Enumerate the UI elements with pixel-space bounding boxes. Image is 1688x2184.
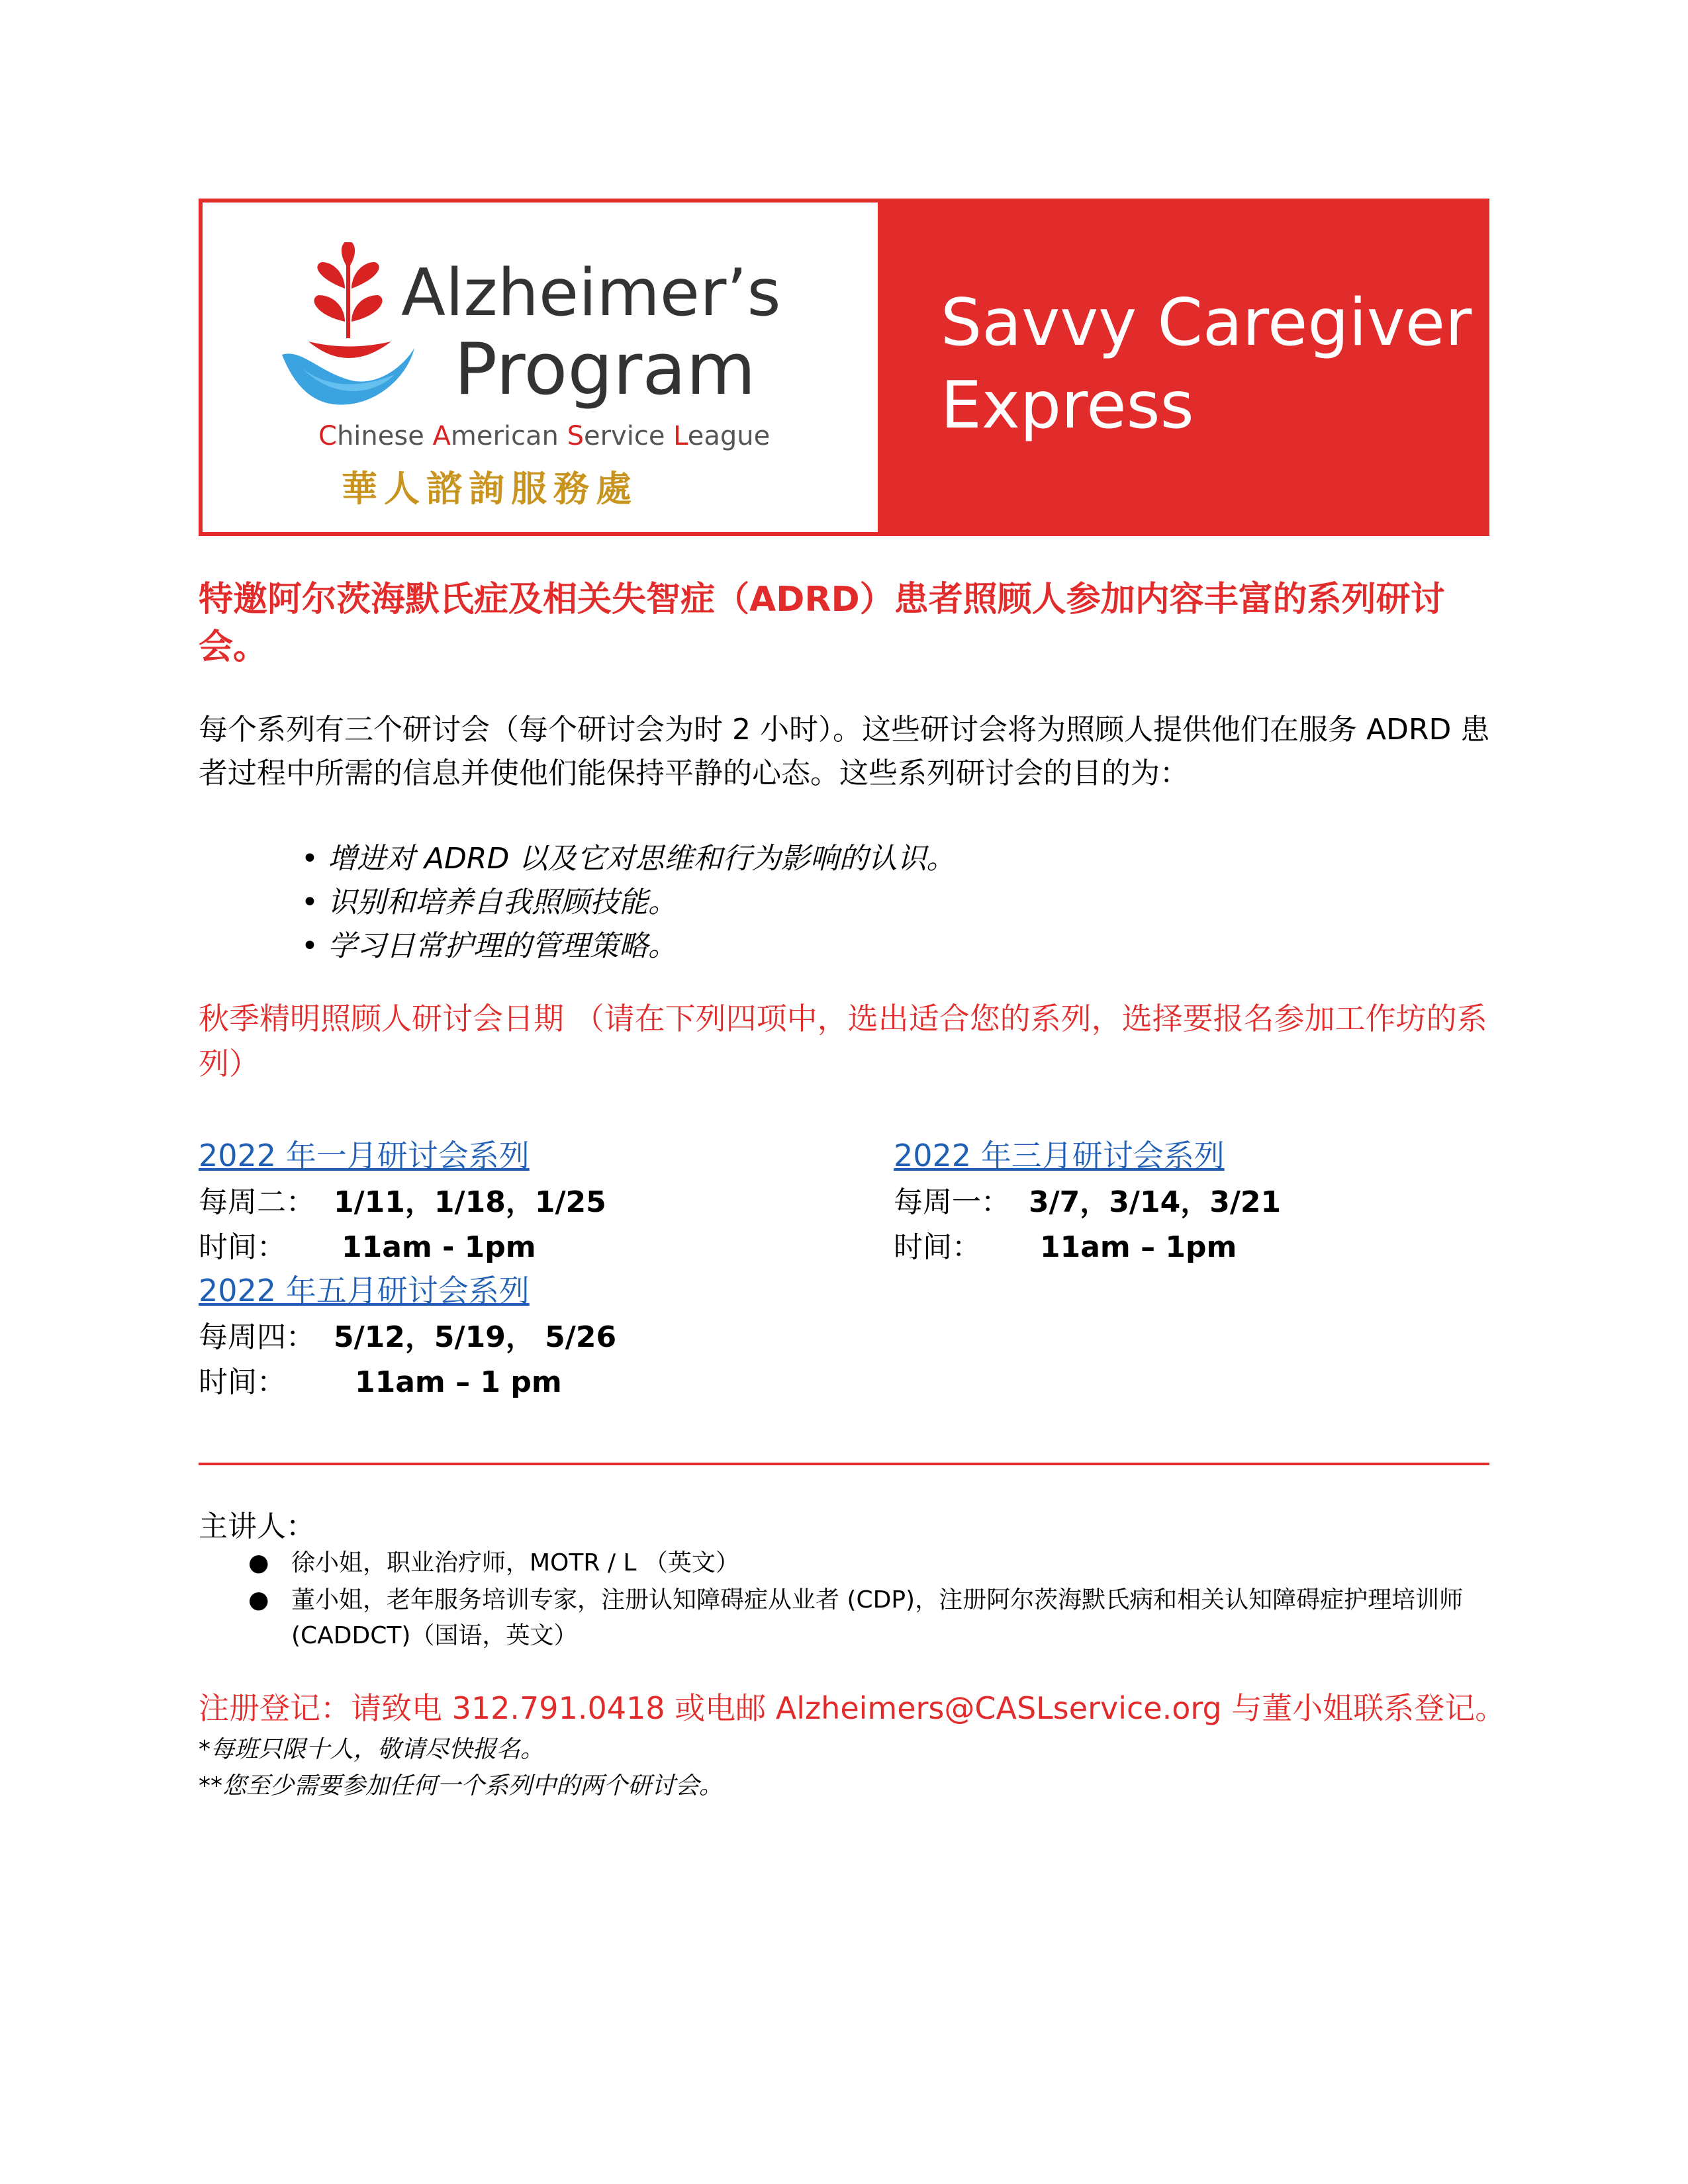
goal-item: • 学习日常护理的管理策略。 bbox=[301, 929, 677, 963]
series-time-value: 11am - 1pm bbox=[342, 1230, 536, 1264]
league-text: eague bbox=[687, 421, 771, 451]
series-days bbox=[199, 1178, 616, 1220]
note-item: **您至少需要参加任何一个系列中的两个研讨会。 bbox=[199, 1772, 724, 1799]
time-label: 时间： bbox=[199, 1230, 286, 1264]
days-label: 每周四： bbox=[199, 1320, 315, 1354]
logo-organization-name bbox=[318, 421, 770, 451]
league-text: merican bbox=[450, 421, 567, 451]
time-label: 时间： bbox=[894, 1230, 981, 1264]
goal-item: • 增进对 ADRD 以及它对思维和行为影响的认识。 bbox=[301, 842, 956, 876]
series-days bbox=[894, 1178, 1281, 1220]
speakers-heading: 主讲人： bbox=[199, 1510, 315, 1543]
series-time bbox=[199, 1223, 616, 1265]
series-days bbox=[199, 1313, 616, 1355]
series-dates: 1/11，1/18，1/25 bbox=[334, 1185, 606, 1219]
series-dates: 3/7，3/14，3/21 bbox=[1029, 1185, 1282, 1219]
bullet-icon: ● bbox=[248, 1549, 269, 1576]
league-text: ervice bbox=[584, 421, 674, 451]
series-time bbox=[894, 1223, 1281, 1265]
registration-info: 注册登记：请致电 312.791.0418 或电邮 Alzheimers@CASLservice.org 与董小姐联系登记。 bbox=[199, 1690, 1506, 1726]
days-label: 每周二： bbox=[199, 1185, 315, 1219]
speaker-text: 董小姐，老年服务培训专家，注册认知障碍症从业者 (CDP)，注册阿尔茨海默氏病和相关认知障碍症护理培训师 (CADDCT)（国语，英文） bbox=[291, 1586, 1464, 1649]
goals-list bbox=[301, 837, 955, 968]
days-label: 每周一： bbox=[894, 1185, 1010, 1219]
speakers-list bbox=[248, 1545, 1499, 1655]
logo-panel bbox=[203, 203, 878, 532]
logo-chinese-name: 華人諮詢服務處 bbox=[342, 467, 638, 510]
program-title-panel bbox=[878, 203, 1485, 532]
series-january bbox=[199, 1132, 616, 1400]
logo-title-line2: Program bbox=[454, 328, 756, 411]
program-title-line1: Savvy Caregiver bbox=[941, 285, 1472, 361]
hand-leaf-icon bbox=[282, 242, 414, 421]
series-time-value: 11am – 1 pm bbox=[355, 1365, 562, 1399]
league-text: hinese bbox=[336, 421, 433, 451]
league-letter: S bbox=[567, 421, 584, 451]
series-title-link[interactable]: 2022 年五月研讨会系列 bbox=[199, 1273, 530, 1308]
goal-item: • 识别和培养自我照顾技能。 bbox=[301, 886, 677, 919]
note-item: *每班只限十人，敬请尽快报名。 bbox=[199, 1736, 545, 1763]
league-letter: C bbox=[318, 421, 337, 451]
league-letter: L bbox=[673, 421, 688, 451]
series-title-link[interactable]: 2022 年三月研讨会系列 bbox=[894, 1138, 1225, 1173]
section-divider bbox=[199, 1463, 1489, 1465]
intro-paragraph: 每个系列有三个研讨会（每个研讨会为时 2 小时）。这些研讨会将为照顾人提供他们在服务 ADRD 患者过程中所需的信息并使他们能保持平静的心态。这些系列研讨会的目的为： bbox=[199, 713, 1490, 790]
series-time bbox=[199, 1358, 616, 1400]
series-title-link[interactable]: 2022 年一月研讨会系列 bbox=[199, 1138, 530, 1173]
logo-title-line1: Alzheimer’s bbox=[401, 255, 781, 331]
series-march bbox=[894, 1132, 1281, 1265]
header-banner bbox=[199, 199, 1489, 536]
speaker-text: 徐小姐，职业治疗师，MOTR / L （英文） bbox=[291, 1549, 739, 1576]
program-title-line2: Express bbox=[941, 368, 1194, 443]
invitation-heading: 特邀阿尔茨海默氏症及相关失智症（ADRD）患者照顾人参加内容丰富的系列研讨会。 bbox=[199, 580, 1445, 667]
schedule-heading: 秋季精明照顾人研讨会日期 （请在下列四项中，选出适合您的系列，选择要报名参加工作坊的系列） bbox=[199, 1001, 1487, 1081]
speaker-item bbox=[248, 1582, 1499, 1654]
league-letter: A bbox=[432, 421, 451, 451]
speaker-item bbox=[248, 1545, 1499, 1581]
series-dates: 5/12，5/19， 5/26 bbox=[334, 1320, 617, 1354]
bullet-icon: ● bbox=[248, 1586, 269, 1614]
series-time-value: 11am – 1pm bbox=[1040, 1230, 1237, 1264]
time-label: 时间： bbox=[199, 1365, 286, 1399]
